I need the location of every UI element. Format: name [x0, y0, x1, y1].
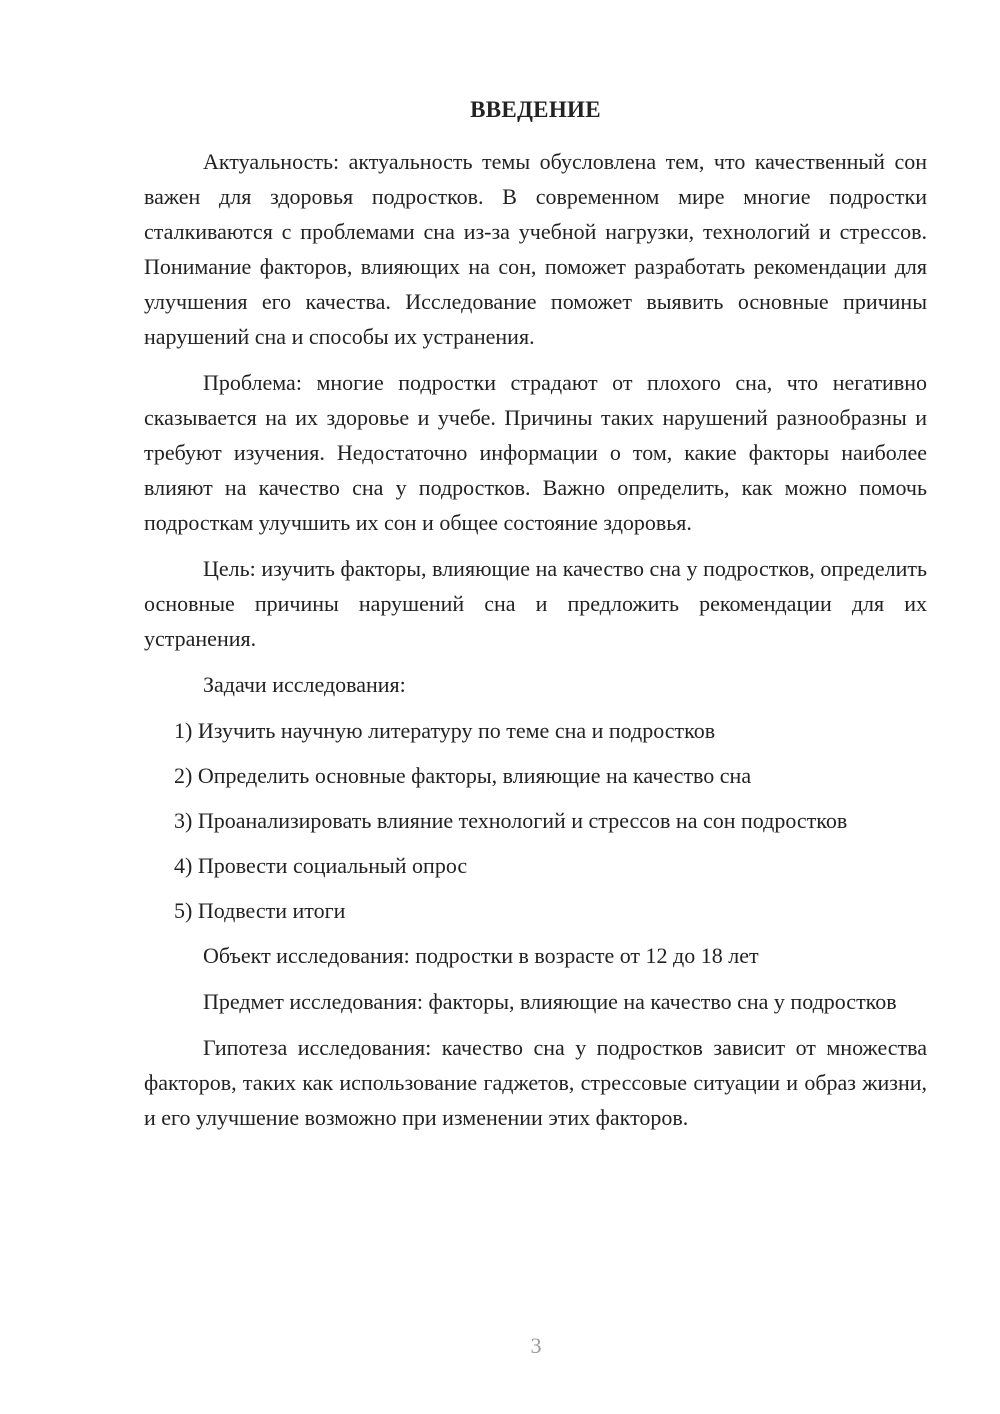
document-page — [144, 94, 927, 1135]
paragraph-goal: Цель: изучить факторы, влияющие на качество сна у подростков, определить основные причины нарушений сна и предложить рекомендации для их устранения. — [144, 556, 927, 651]
section-title: ВВЕДЕНИЕ — [470, 97, 601, 122]
paragraph-subject: Предмет исследования: факторы, влияющие на качество сна у подростков — [203, 989, 897, 1014]
paragraph-relevance: Актуальность: актуальность темы обусловлена тем, что качественный сон важен для здоровья подростков. В современном мире многие подростки сталкиваются с проблемами сна из-за учебной нагрузки, технологий и стрессов. Понимание факторов, влияющих на сон, поможет разработать рекомендации для улучшения его качества. Исследование поможет выявить основные причины нарушений сна и способы их устранения. — [144, 149, 927, 349]
paragraph-problem: Проблема: многие подростки страдают от плохого сна, что негативно сказывается на их здоровье и учебе. Причины таких нарушений разнообразны и требуют изучения. Недостаточно информации о том, какие факторы наиболее влияют на качество сна у подростков. Важно определить, как можно помочь подросткам улучшить их сон и общее состояние здоровья. — [144, 370, 927, 535]
page-number: 3 — [530, 1333, 542, 1358]
list-item: 2) Определить основные факторы, влияющие на качество сна — [174, 763, 752, 788]
list-item: 5) Подвести итоги — [174, 898, 346, 923]
tasks-list — [144, 713, 927, 928]
tasks-heading: Задачи исследования: — [203, 672, 406, 697]
list-item: 4) Провести социальный опрос — [174, 853, 468, 878]
list-item: 3) Проанализировать влияние технологий и стрессов на сон подростков — [174, 808, 848, 833]
paragraph-object: Объект исследования: подростки в возрасте от 12 до 18 лет — [203, 943, 759, 968]
paragraph-hypothesis: Гипотеза исследования: качество сна у подростков зависит от множества факторов, таких как использование гаджетов, стрессовые ситуации и образ жизни, и его улучшение возможно при изменении этих факторов. — [144, 1035, 927, 1130]
list-item: 1) Изучить научную литературу по теме сна и подростков — [174, 718, 716, 743]
